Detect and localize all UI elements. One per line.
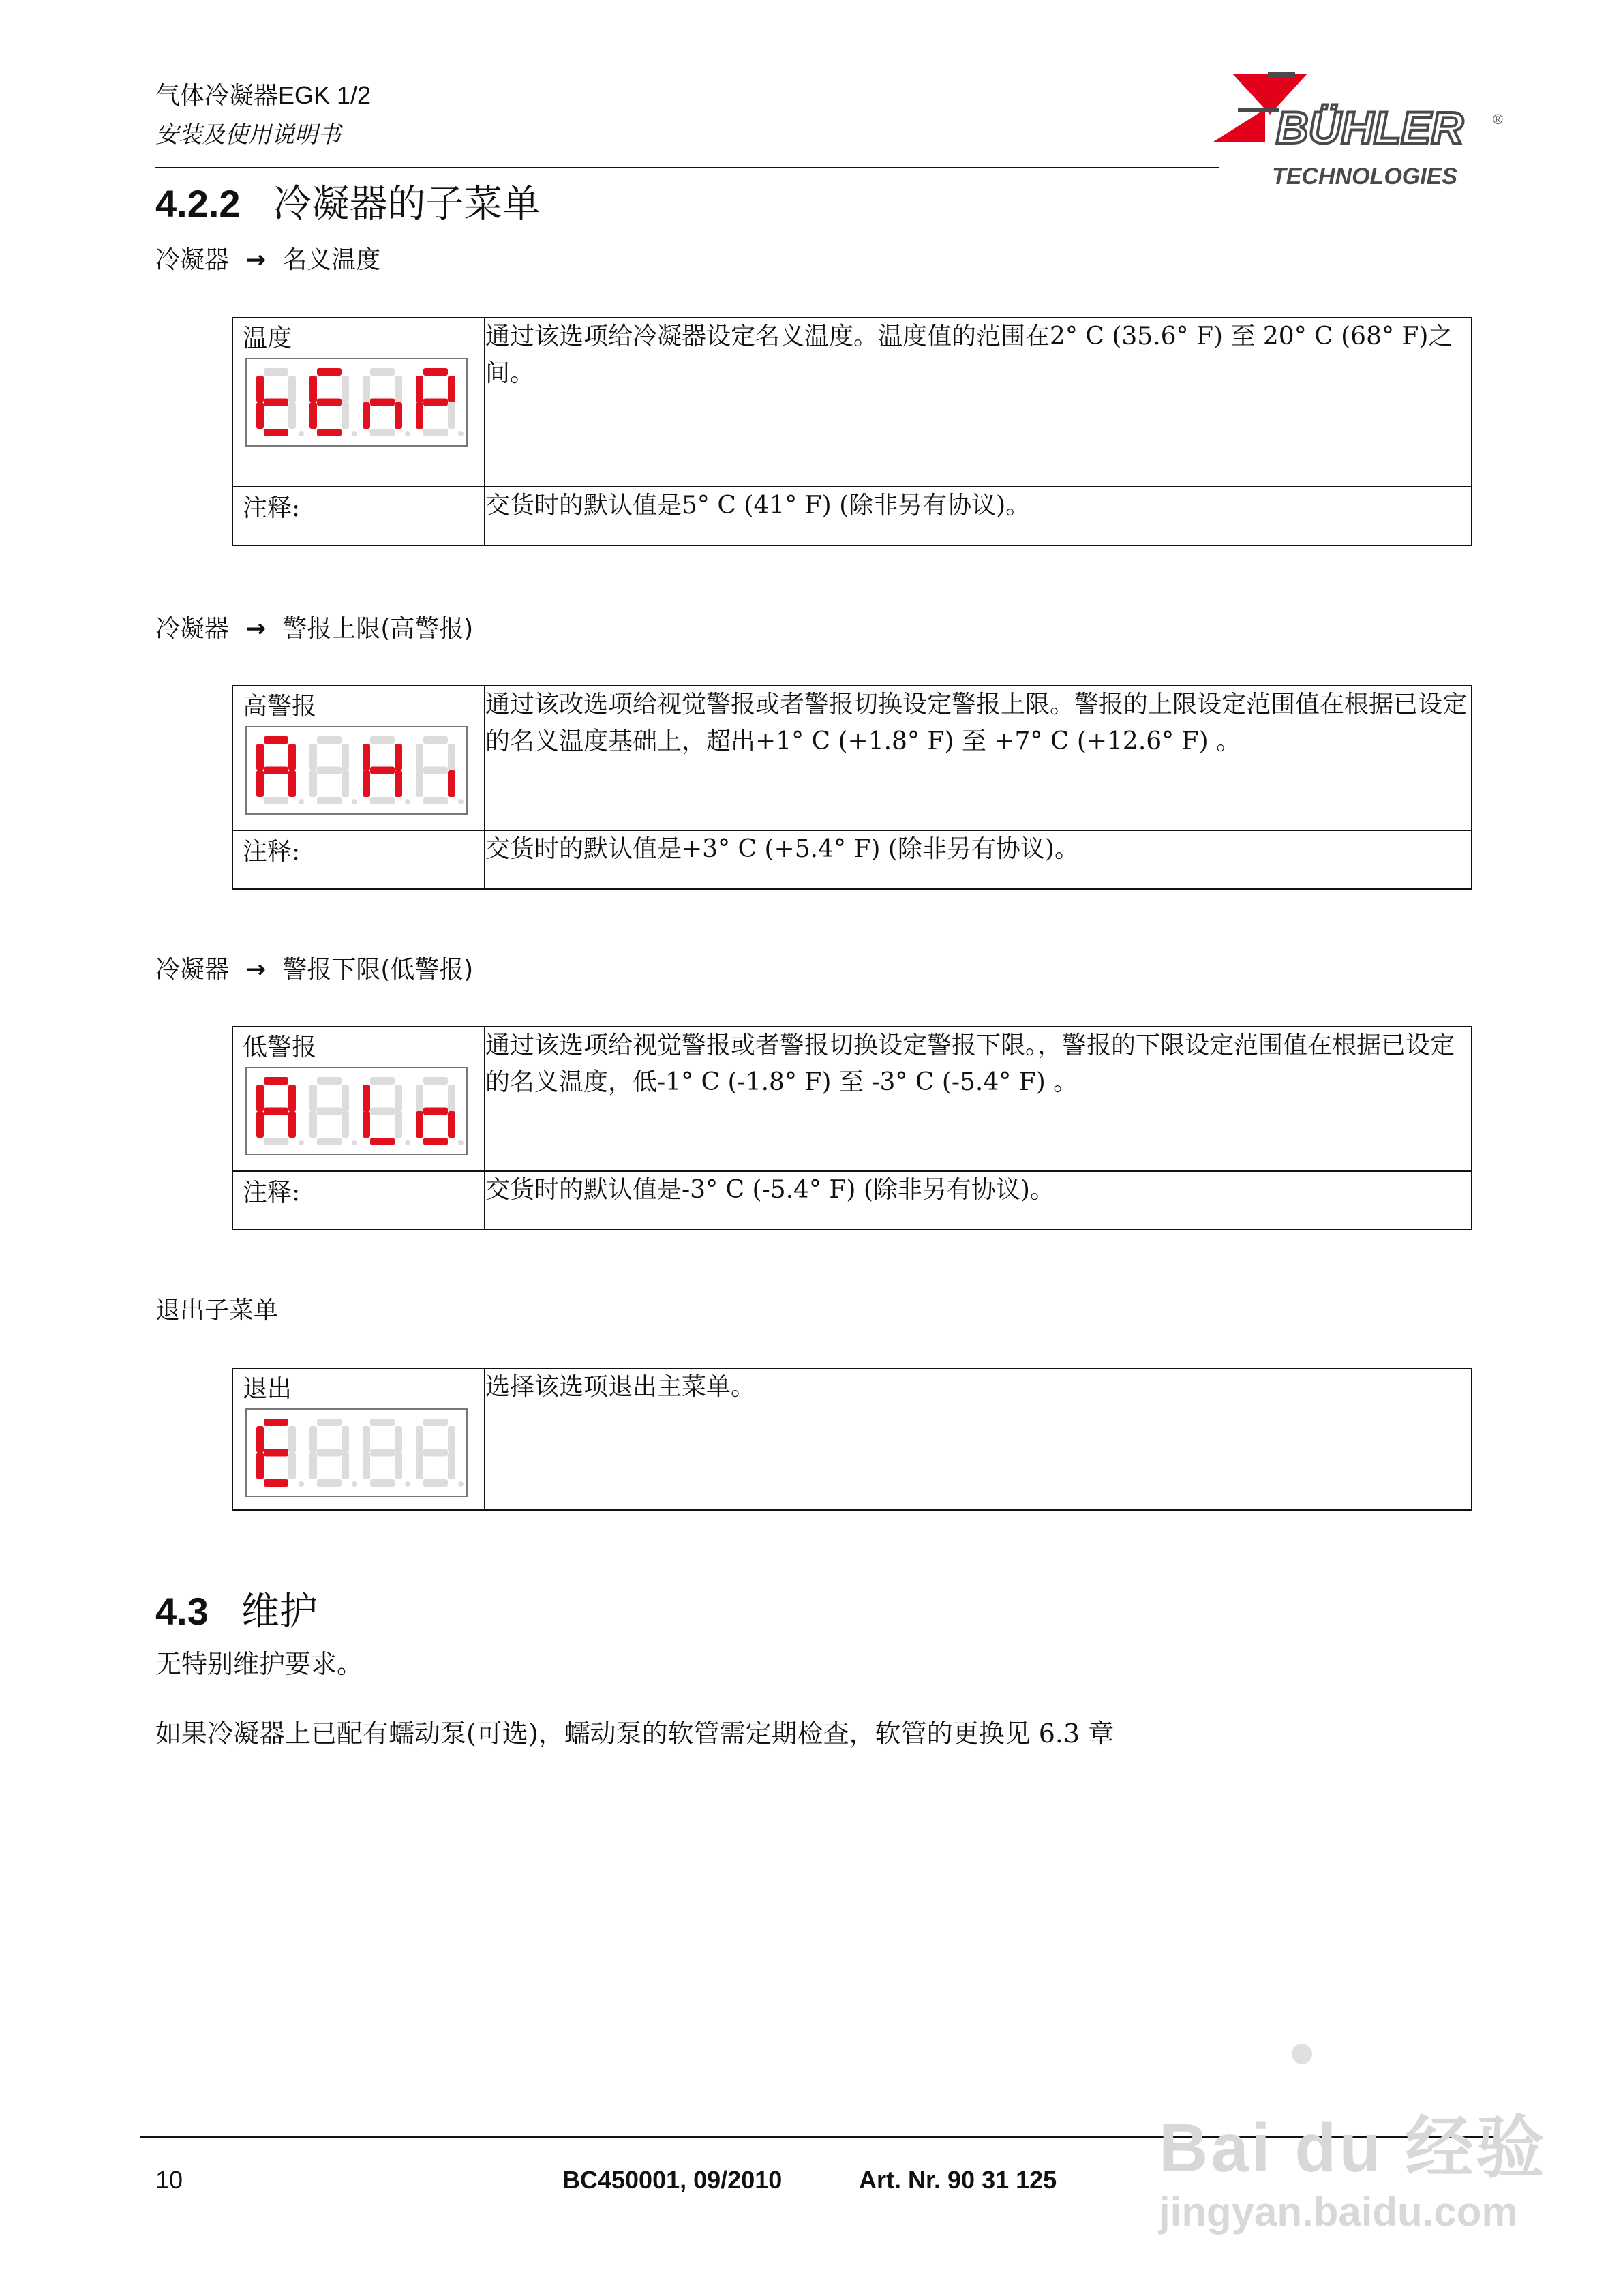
- led-segment: [395, 770, 402, 797]
- param-label-cell: [232, 318, 485, 487]
- led-decimal-point: [458, 1140, 464, 1145]
- param-description: 选择该选项退出主菜单。: [485, 1368, 1472, 1510]
- led-segment: [423, 1449, 448, 1457]
- led-segment: [370, 1449, 395, 1457]
- led-segment: [423, 1138, 448, 1145]
- arrow-right-icon: →: [245, 615, 267, 643]
- led-segment: [448, 770, 455, 797]
- led-segment: [370, 1108, 395, 1115]
- led-segment: [317, 1108, 342, 1115]
- section-title: 冷凝器的子菜单: [273, 182, 541, 225]
- led-display: [245, 1408, 468, 1497]
- led-segment: [264, 1108, 288, 1115]
- led-segment: [288, 1453, 296, 1479]
- crumb-to: 警报下限(低警报): [282, 956, 474, 984]
- watermark-url: jingyan.baidu.com: [1159, 2189, 1518, 2235]
- led-segment: [416, 1426, 423, 1453]
- note-label: 注释:: [243, 838, 301, 866]
- led-segment: [423, 797, 448, 804]
- led-segment: [416, 402, 423, 429]
- led-decimal-point: [352, 1140, 357, 1145]
- led-segment: [264, 797, 288, 804]
- led-segment: [317, 767, 342, 774]
- led-segment: [448, 1426, 455, 1453]
- header-subtitle: 安装及使用说明书: [155, 122, 341, 148]
- led-segment: [423, 1479, 448, 1487]
- led-segment: [288, 402, 296, 429]
- buhler-logo: [1213, 68, 1513, 205]
- led-segment: [363, 402, 370, 429]
- param-label: 温度: [243, 324, 292, 352]
- param-label: 低警报: [243, 1033, 317, 1061]
- led-segment: [256, 1085, 264, 1111]
- led-decimal-point: [299, 1140, 304, 1145]
- led-segment: [423, 1077, 448, 1085]
- led-segment: [363, 1426, 370, 1453]
- led-segment: [264, 1077, 288, 1085]
- param-label-cell: [232, 1368, 485, 1510]
- led-segment: [256, 1111, 264, 1138]
- param-table-exit: [232, 1368, 1472, 1511]
- led-segment: [264, 368, 288, 376]
- led-segment: [264, 1138, 288, 1145]
- led-display: [245, 1067, 468, 1155]
- led-segment: [423, 1108, 448, 1115]
- note-label: 注释:: [243, 494, 301, 522]
- exit-submenu-heading: 退出子菜单: [155, 1297, 279, 1325]
- led-segment: [264, 1419, 288, 1426]
- led-segment: [317, 797, 342, 804]
- buhler-logo-mark: [1213, 68, 1513, 205]
- led-segment: [256, 402, 264, 429]
- led-segment: [370, 1479, 395, 1487]
- led-segment: [416, 770, 423, 797]
- led-segment: [342, 402, 349, 429]
- section-heading-43: [155, 1582, 318, 1636]
- led-decimal-point: [299, 431, 304, 436]
- led-segment: [317, 429, 342, 436]
- section-number: 4.3: [155, 1590, 209, 1633]
- led-segment: [264, 1449, 288, 1457]
- led-decimal-point: [405, 799, 410, 804]
- led-segment: [288, 770, 296, 797]
- led-segment: [370, 736, 395, 744]
- led-segment: [448, 402, 455, 429]
- logo-name: BÜHLER: [1276, 102, 1463, 153]
- led-decimal-point: [458, 799, 464, 804]
- led-decimal-point: [299, 1481, 304, 1487]
- param-description: 通过该选项给视觉警报或者警报切换设定警报下限。，警报的下限设定范围值在根据已设定的名义温度，低-1° C (-1.8° F) 至 -3° C (-5.4° F) 。: [485, 1027, 1472, 1171]
- led-segment: [256, 744, 264, 770]
- led-segment: [342, 1111, 349, 1138]
- led-decimal-point: [352, 431, 357, 436]
- section-heading-422: [155, 174, 541, 228]
- led-segment: [256, 1426, 264, 1453]
- led-segment: [448, 1111, 455, 1138]
- led-segment: [288, 1426, 296, 1453]
- crumb-from: 冷凝器: [155, 615, 230, 643]
- led-decimal-point: [458, 431, 464, 436]
- section-title: 维护: [241, 1590, 318, 1633]
- led-display: [245, 726, 468, 815]
- led-segment: [264, 736, 288, 744]
- led-segment: [370, 429, 395, 436]
- led-segment: [363, 1453, 370, 1479]
- led-segment: [342, 1426, 349, 1453]
- note-text: 交货时的默认值是5° C (41° F) (除非另有协议)。: [485, 487, 1472, 545]
- led-segment: [448, 744, 455, 770]
- param-table-low-alarm: [232, 1026, 1472, 1230]
- breadcrumb: [155, 609, 473, 644]
- led-segment: [342, 376, 349, 402]
- param-label: 高警报: [243, 693, 317, 721]
- led-decimal-point: [352, 799, 357, 804]
- led-segment: [370, 797, 395, 804]
- param-description: 通过该选项给冷凝器设定名义温度。温度值的范围在2° C (35.6° F) 至 20° C (68° F)之间。: [485, 318, 1472, 487]
- crumb-from: 冷凝器: [155, 246, 230, 274]
- led-segment: [448, 376, 455, 402]
- led-segment: [317, 1449, 342, 1457]
- led-display-digits: [247, 727, 466, 813]
- crumb-to: 警报上限(高警报): [282, 615, 474, 643]
- led-decimal-point: [352, 1481, 357, 1487]
- led-display-digits: [247, 1410, 466, 1496]
- note-text: 交货时的默认值是-3° C (-5.4° F) (除非另有协议)。: [485, 1171, 1472, 1230]
- led-segment: [342, 770, 349, 797]
- led-segment: [317, 399, 342, 406]
- note-label: 注释:: [243, 1179, 301, 1207]
- doc-number: BC450001, 09/2010: [562, 2166, 783, 2194]
- led-segment: [317, 1077, 342, 1085]
- led-segment: [288, 376, 296, 402]
- led-segment: [342, 1085, 349, 1111]
- led-segment: [423, 429, 448, 436]
- led-segment: [363, 1111, 370, 1138]
- led-display: [245, 358, 468, 447]
- note-text: 交货时的默认值是+3° C (+5.4° F) (除非另有协议)。: [485, 830, 1472, 889]
- led-decimal-point: [405, 1140, 410, 1145]
- led-segment: [395, 744, 402, 770]
- led-segment: [309, 402, 317, 429]
- led-segment: [370, 1138, 395, 1145]
- breadcrumb: [155, 241, 380, 275]
- led-segment: [363, 770, 370, 797]
- led-decimal-point: [405, 1481, 410, 1487]
- led-segment: [395, 376, 402, 402]
- led-segment: [317, 736, 342, 744]
- led-segment: [423, 399, 448, 406]
- crumb-to: 名义温度: [282, 246, 381, 274]
- led-segment: [342, 744, 349, 770]
- led-segment: [370, 767, 395, 774]
- param-table-high-alarm: [232, 685, 1472, 890]
- led-segment: [256, 1453, 264, 1479]
- section-number: 4.2.2: [155, 182, 241, 225]
- led-segment: [395, 402, 402, 429]
- led-segment: [423, 767, 448, 774]
- led-segment: [288, 1111, 296, 1138]
- watermark-logo: Bai du 经验: [1159, 2110, 1547, 2186]
- maintenance-para-2: 如果冷凝器上已配有蠕动泵(可选)，蠕动泵的软管需定期检查，软管的更换见 6.3 章: [155, 1719, 1114, 1749]
- note-label-cell: [232, 830, 485, 889]
- led-segment: [416, 376, 423, 402]
- led-segment: [264, 399, 288, 406]
- led-display-digits: [247, 1068, 466, 1154]
- led-segment: [416, 1085, 423, 1111]
- led-segment: [256, 770, 264, 797]
- param-label-cell: [232, 686, 485, 830]
- led-display-digits: [247, 359, 466, 445]
- led-segment: [370, 1077, 395, 1085]
- led-decimal-point: [299, 799, 304, 804]
- led-segment: [264, 767, 288, 774]
- led-segment: [395, 1453, 402, 1479]
- logo-registered: ®: [1493, 112, 1503, 127]
- note-label-cell: [232, 487, 485, 545]
- param-label-cell: [232, 1027, 485, 1171]
- crumb-from: 冷凝器: [155, 956, 230, 984]
- breadcrumb: [155, 950, 473, 985]
- led-segment: [363, 376, 370, 402]
- led-segment: [309, 1426, 317, 1453]
- led-segment: [288, 1085, 296, 1111]
- led-segment: [423, 368, 448, 376]
- led-segment: [309, 1085, 317, 1111]
- led-segment: [448, 1453, 455, 1479]
- led-segment: [317, 1479, 342, 1487]
- led-segment: [416, 744, 423, 770]
- led-segment: [309, 1111, 317, 1138]
- param-description: 通过该改选项给视觉警报或者警报切换设定警报上限。警报的上限设定范围值在根据已设定的名义温度基础上，超出+1° C (+1.8° F) 至 +7° C (+12.6° F) 。: [485, 686, 1472, 830]
- led-segment: [416, 1453, 423, 1479]
- led-segment: [395, 1426, 402, 1453]
- led-segment: [317, 368, 342, 376]
- led-segment: [395, 1111, 402, 1138]
- led-segment: [423, 736, 448, 744]
- led-segment: [309, 1453, 317, 1479]
- led-segment: [370, 399, 395, 406]
- led-segment: [370, 1419, 395, 1426]
- param-label: 退出: [243, 1375, 292, 1403]
- led-segment: [264, 1479, 288, 1487]
- note-label-cell: [232, 1171, 485, 1230]
- logo-sub: TECHNOLOGIES: [1272, 164, 1458, 190]
- led-segment: [395, 1085, 402, 1111]
- led-segment: [448, 1085, 455, 1111]
- led-segment: [317, 1419, 342, 1426]
- paw-icon: [1292, 2044, 1312, 2064]
- led-segment: [288, 744, 296, 770]
- article-number: Art. Nr. 90 31 125: [859, 2166, 1057, 2194]
- header-title: 气体冷凝器EGK 1/2: [155, 81, 371, 109]
- led-segment: [423, 1419, 448, 1426]
- led-segment: [342, 1453, 349, 1479]
- led-segment: [309, 376, 317, 402]
- page-number: 10: [155, 2166, 183, 2194]
- led-segment: [309, 744, 317, 770]
- led-segment: [264, 429, 288, 436]
- led-segment: [363, 1085, 370, 1111]
- led-segment: [317, 1138, 342, 1145]
- led-segment: [370, 368, 395, 376]
- arrow-right-icon: →: [245, 956, 267, 984]
- led-segment: [309, 770, 317, 797]
- arrow-right-icon: →: [245, 246, 267, 274]
- led-decimal-point: [458, 1481, 464, 1487]
- led-segment: [363, 744, 370, 770]
- led-decimal-point: [405, 431, 410, 436]
- maintenance-para-1: 无特别维护要求。: [155, 1649, 363, 1679]
- led-segment: [416, 1111, 423, 1138]
- header-rule: [155, 167, 1219, 168]
- param-table-temp: [232, 317, 1472, 546]
- led-segment: [256, 376, 264, 402]
